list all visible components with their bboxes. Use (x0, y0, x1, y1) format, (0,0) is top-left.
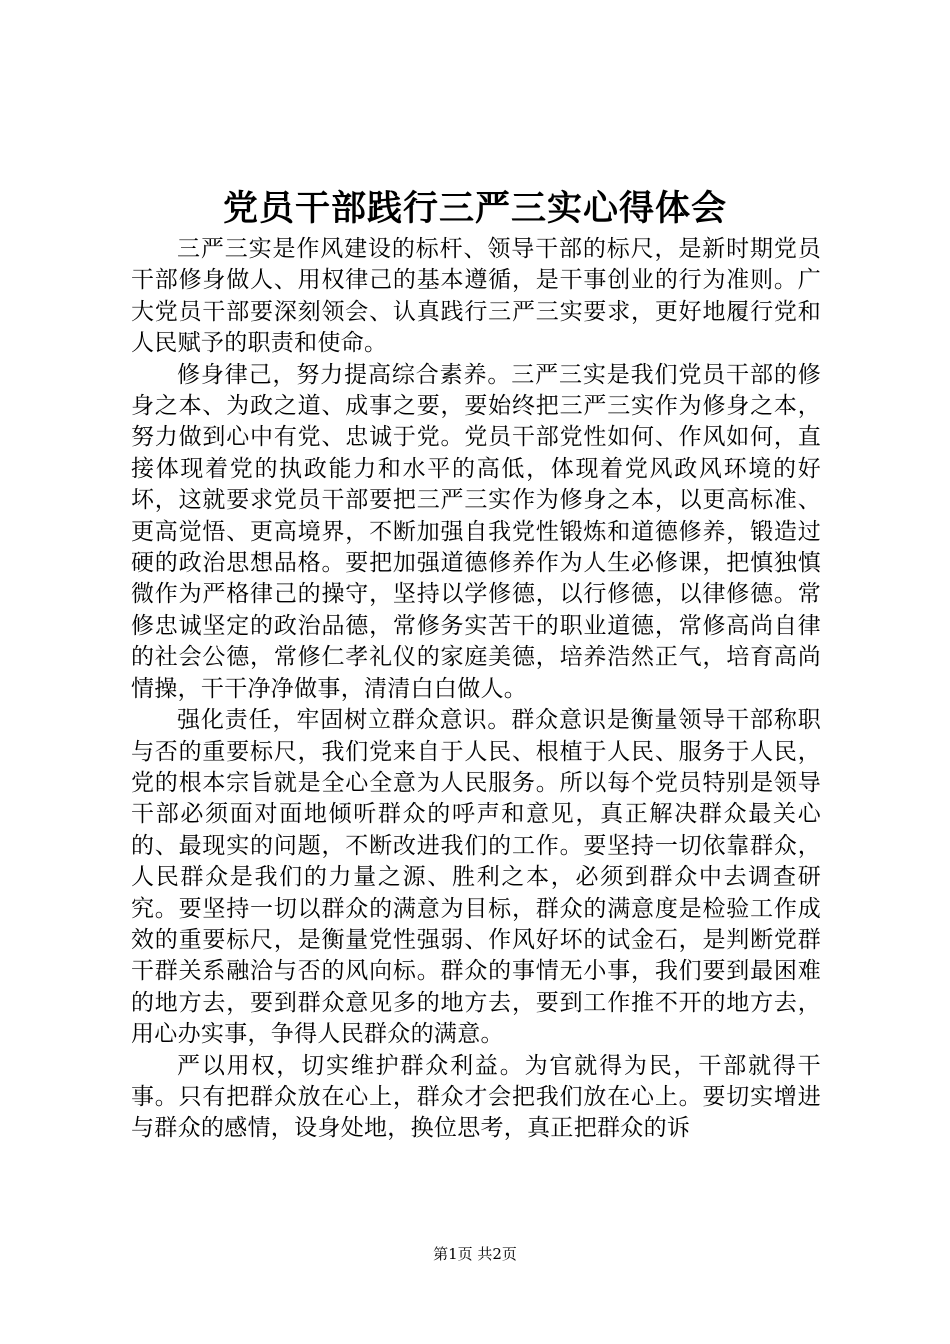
document-body (131, 234, 821, 1145)
page-number-footer: 第1页 共2页 (433, 1245, 517, 1263)
paragraph-mass-awareness: 强化责任，牢固树立群众意识。群众意识是衡量领导干部称职与否的重要标尺，我们党来自于人民、根植于人民、服务于人民，党的根本宗旨就是全心全意为人民服务。所以每个党员特别是领导干部必须面对面地倾听群众的呼声和意见，真正解决群众最关心的、最现实的问题，不断改进我们的工作。要坚持一切依靠群众，人民群众是我们的力量之源、胜利之本，必须到群众中去调查研究。要坚持一切以群众的满意为目标，群众的满意度是检验工作成效的重要标尺，是衡量党性强弱、作风好坏的试金石，是判断党群干群关系融洽与否的风向标。群众的事情无小事，我们要到最困难的地方去，要到群众意见多的地方去，要到工作推不开的地方去，用心办实事，争得人民群众的满意。 (131, 707, 821, 1048)
paragraph-intro: 三严三实是作风建设的标杆、领导干部的标尺，是新时期党员干部修身做人、用权律己的基本遵循，是干事创业的行为准则。广大党员干部要深刻领会、认真践行三严三实要求，更好地履行党和人民赋予的职责和使命。 (131, 236, 821, 357)
paragraph-power-use: 严以用权，切实维护群众利益。为官就得为民，干部就得干事。只有把群众放在心上，群众才会把我们放在心上。要切实增进与群众的感情，设身处地，换位思考，真正把群众的诉 (131, 1052, 821, 1142)
document-title: 党员干部践行三严三实心得体会 (222, 189, 727, 229)
paragraph-self-discipline: 修身律己，努力提高综合素养。三严三实是我们党员干部的修身之本、为政之道、成事之要，要始终把三严三实作为修身之本，努力做到心中有党、忠诚于党。党员干部党性如何、作风如何，直接体现着党的执政能力和水平的高低，体现着党风政风环境的好坏，这就要求党员干部要把三严三实作为修身之本，以更高标准、更高觉悟、更高境界，不断加强自我党性锻炼和道德修养，锻造过硬的政治思想品格。要把加强道德修养作为人生必修课，把慎独慎微作为严格律己的操守，坚持以学修德，以行修德，以律修德。常修忠诚坚定的政治品德，常修务实苦干的职业道德，常修高尚自律的社会公德，常修仁孝礼仪的家庭美德，培养浩然正气，培育高尚情操，干干净净做事，清清白白做人。 (131, 361, 821, 702)
